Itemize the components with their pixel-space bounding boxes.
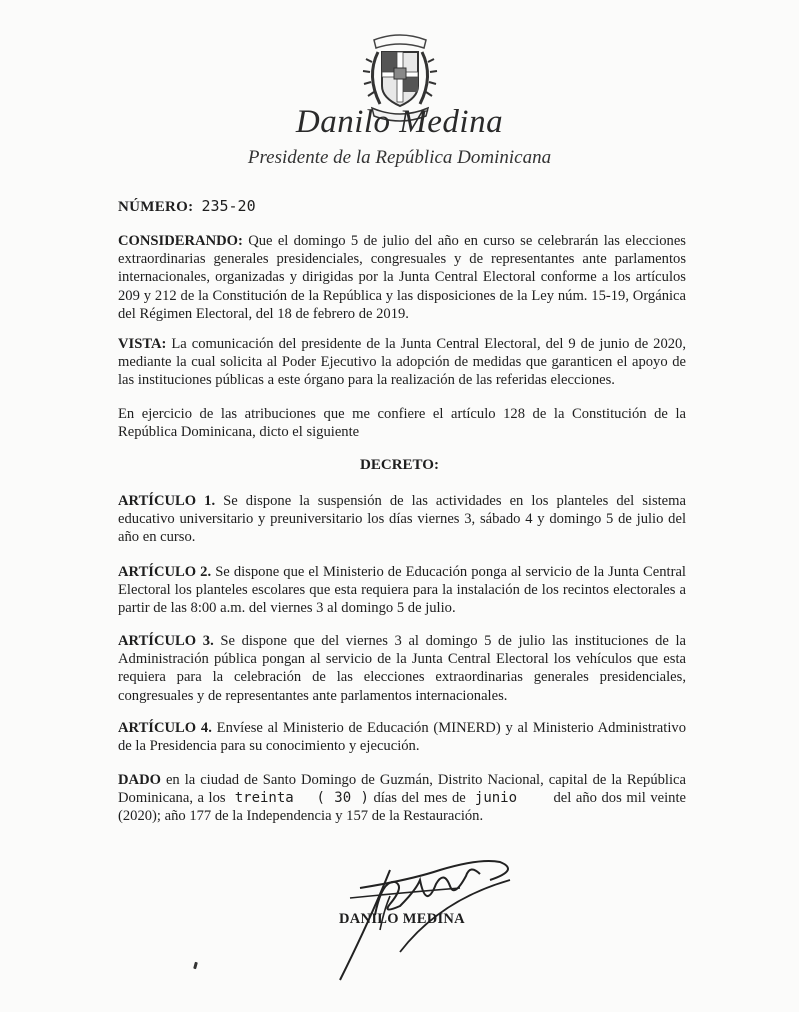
considerando-label: CONSIDERANDO: — [118, 233, 243, 249]
articulo-1-paragraph — [118, 492, 686, 547]
articulo-4-paragraph — [118, 719, 686, 755]
vista-paragraph — [118, 335, 686, 390]
dado-days-text: treinta — [234, 790, 294, 807]
articulo-3-label: ARTÍCULO 3. — [118, 633, 214, 649]
ejercicio-paragraph — [118, 405, 686, 441]
articulo-4-label: ARTÍCULO 4. — [118, 720, 212, 736]
decree-number-value: 235-20 — [201, 197, 256, 215]
dado-text-3: del año dos mil veinte (2020); año 177 de la Independencia y 157 de la Restauración. — [118, 790, 687, 825]
dado-days-number: ( 30 ) — [316, 790, 369, 807]
articulo-1-label: ARTÍCULO 1. — [118, 493, 216, 509]
dado-paragraph — [118, 771, 686, 826]
dado-text-2: días del mes de — [373, 790, 466, 807]
decree-number-label: NÚMERO: — [118, 199, 194, 215]
ink-speck — [193, 962, 198, 970]
signer-name: DANILO MEDINA — [339, 911, 465, 927]
considerando-text: Que el domingo 5 de julio del año en curso se celebrarán las elecciones extraordinarias generales presidenciales, congresuales y de representantes ante parlamentos internacionales, organizadas y dirigidas por la Junta Central Electoral conforme a los artículos 209 y 212 de la Constitución de la República y las disposiciones de la Ley núm. 15-19, Orgánica del Régimen Electoral, del 18 de febrero de 2019. — [118, 233, 686, 322]
articulo-2-paragraph — [118, 563, 686, 618]
dado-label: DADO — [118, 772, 161, 788]
dado-text-1: en la ciudad de Santo Domingo de Guzmán, Distrito Nacional, capital de la República Dominicana, a los — [118, 772, 686, 807]
articulo-4-text: Envíese al Ministerio de Educación (MINERD) y al Ministerio Administrativo de la Presidencia para su conocimiento y ejecución. — [118, 720, 686, 755]
ejercicio-text: En ejercicio de las atribuciones que me confiere el artículo 128 de la Constitución de la República Dominicana, dicto el siguiente — [118, 406, 686, 441]
decree-number — [118, 197, 256, 216]
articulo-1-text: Se dispone la suspensión de las actividades en los planteles del sistema educativo universitario y preuniversitario los días viernes 3, sábado 4 y domingo 5 de julio del año en curso. — [118, 493, 686, 546]
articulo-2-text: Se dispone que el Ministerio de Educación ponga al servicio de la Junta Central Electoral los planteles escolares que esta requiera para la instalación de los recintos electorales a partir de las 8:00 a.m. del viernes 3 al domingo 5 de julio. — [118, 564, 686, 617]
decreto-heading: DECRETO: — [360, 457, 439, 473]
president-name: Danilo Medina — [295, 104, 504, 140]
president-title: Presidente de la República Dominicana — [247, 147, 552, 168]
vista-text: La comunicación del presidente de la Junta Central Electoral, del 9 de junio de 2020, mediante la cual solicita al Poder Ejecutivo la adopción de medidas que garanticen el apoyo de las instituciones públicas a este órgano para la realización de las referidas elecciones. — [118, 336, 686, 389]
considerando-paragraph — [118, 232, 686, 323]
dado-month: junio — [474, 790, 518, 807]
articulo-3-paragraph — [118, 632, 686, 705]
vista-label: VISTA: — [118, 336, 167, 352]
articulo-3-text: Se dispone que del viernes 3 al domingo 5 de julio las instituciones de la Administración pública pongan al servicio de la Junta Central Electoral los vehículos que esta requiera para la celebración de las elecciones extraordinarias generales presidenciales, congresuales y de representantes ante parlamentos internacionales. — [118, 633, 686, 704]
articulo-2-label: ARTÍCULO 2. — [118, 564, 212, 580]
